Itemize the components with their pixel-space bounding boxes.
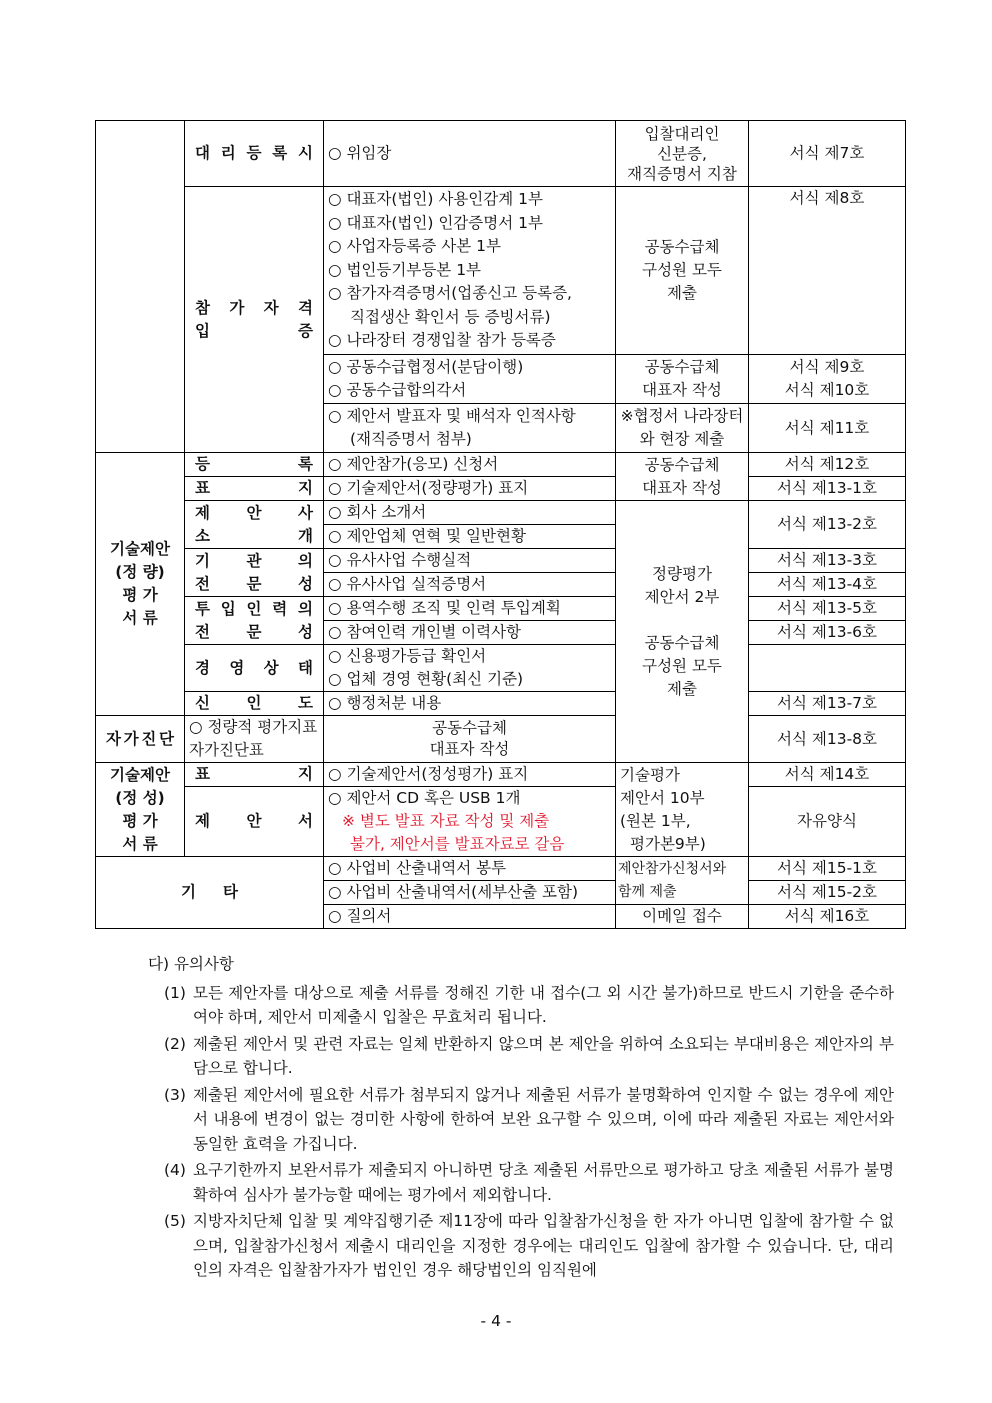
note-cell: 정량평가 제안서 2부 공동수급체 구성원 모두 제출 — [616, 501, 749, 763]
form-cell: 서식 제13-7호 — [749, 692, 906, 716]
spread-label: 등 록 — [195, 455, 313, 473]
form-cell: 서식 제13-5호 — [749, 597, 906, 621]
note-cell: 공동수급체 대표자 작성 — [616, 355, 749, 404]
page-number: - 4 - — [480, 1312, 512, 1330]
note-cell: 입찰대리인 신분증, 재직증명서 지참 — [616, 121, 749, 187]
notes-section — [148, 952, 894, 1285]
item-cell: ○ 사업비 산출내역서 봉투 — [324, 857, 616, 881]
subcat-proposal — [185, 787, 324, 857]
item-cell: ○ 공동수급협정서(분담이행) ○ 공동수급합의각서 — [324, 355, 616, 404]
item-cell: ○ 제안서 CD 혹은 USB 1개 ※ 별도 발표 자료 작성 및 제출 불가, 제안서를 발표자료로 갈음 — [324, 787, 616, 857]
note-item: (1) 모든 제안자를 대상으로 제출 서류를 정해진 기한 내 접수(그 외 시간 불가)하므로 반드시 기한을 준수하여야 하며, 제안서 미제출시 입찰은 무효처리 됩니다. — [164, 983, 894, 1026]
item-cell: ○ 위임장 — [324, 121, 616, 187]
spread-label: 전 문 성 — [195, 574, 313, 593]
category-qualitative: 기술제안 (정 성) 평 가 서 류 — [96, 763, 185, 857]
form-cell: 서식 제12호 — [749, 453, 906, 477]
note-item: (2) 제출된 제안서 및 관련 자료는 일체 반환하지 않으며 본 제안을 위하여 소요되는 부대비용은 제안자의 부담으로 합니다. — [164, 1034, 894, 1077]
form-cell: 서식 제8호 — [749, 187, 906, 355]
notes-heading: 다) 유의사항 — [148, 955, 234, 973]
note-cell: 공동수급체 대표자 작성 — [324, 716, 616, 763]
item-cell: ○ 제안참가(응모) 신청서 — [324, 453, 616, 477]
item-cell: ○ 유사사업 수행실적 — [324, 549, 616, 573]
spread-label: 투 입 인 력 의 — [195, 599, 313, 618]
item-cell: ○ 정량적 평가지표 자가진단표 — [185, 716, 324, 763]
spread-label: 제 안 서 — [195, 812, 313, 830]
item-cell: ○ 회사 소개서 — [324, 501, 616, 525]
form-cell: 서식 제7호 — [749, 121, 906, 187]
note-cell: 공동수급체 구성원 모두 제출 — [616, 187, 749, 355]
spread-label: 기 관 의 — [195, 551, 313, 570]
item-cell: ○ 기술제안서(정량평가) 표지 — [324, 477, 616, 501]
item-cell: ○ 사업비 산출내역서(세부산출 포함) — [324, 881, 616, 905]
subcat-agency-expertise — [185, 549, 324, 597]
item-cell: ○ 행정처분 내용 — [324, 692, 616, 716]
form-cell: 서식 제13-8호 — [749, 716, 906, 763]
empty-category-cell — [96, 121, 185, 453]
note-cell: 공동수급체 대표자 작성 — [616, 453, 749, 501]
note-cell: ※협정서 나라장터 와 현장 제출 — [616, 404, 749, 453]
form-cell — [749, 645, 906, 692]
item-cell: ○ 대표자(법인) 사용인감계 1부 ○ 대표자(법인) 인감증명서 1부 ○ 사업자등록증 사본 1부 ○ 법인등기부등본 1부 ○ 참가자격증명서(업종신고 등록증, 직접생산 확인서 등 증빙서류) ○ 나라장터 경쟁입찰 참가 등록증 — [324, 187, 616, 355]
note-cell: 제안참가신청서와 함께 제출 — [616, 857, 749, 905]
form-cell: 서식 제13-3호 — [749, 549, 906, 573]
note-item: (3) 제출된 제안서에 필요한 서류가 첨부되지 않거나 제출된 서류가 불명확하여 인지할 수 없는 경우에 제안서 내용에 변경이 없는 경미한 사항에 한하여 보완 요구할 수 있으며, 이에 따라 제출된 자료는 제안서와 동일한 효력을 가집니다. — [164, 1085, 894, 1153]
item-cell: ○ 질의서 — [324, 905, 616, 929]
item-cell: ○ 용역수행 조직 및 인력 투입계획 — [324, 597, 616, 621]
red-notice: ※ 별도 발표 자료 작성 및 제출 — [342, 812, 550, 830]
spread-label: 표 지 — [195, 765, 313, 783]
spread-label: 입 증 — [195, 321, 313, 340]
subcat-registration — [185, 453, 324, 477]
submission-documents-table — [95, 120, 906, 929]
subcat-qualification-proof — [185, 187, 324, 453]
spread-label: 제 안 사 — [195, 503, 313, 522]
note-item: (5) 지방자치단체 입찰 및 계약집행기준 제11장에 따라 입찰참가신청을 한 자가 아니면 입찰에 참가할 수 없으며, 입찰참가신청서 제출시 대리인을 지정한 경우에는 대리인도 입찰에 참가할 수 있습니다. 단, 대리인의 자격은 입찰참가자가 법인인 경우 해당법인의 임직원에 — [164, 1212, 894, 1279]
item-cell: ○ 제안서 발표자 및 배석자 인적사항 (재직증명서 첨부) — [324, 404, 616, 453]
category-other: 기 타 — [96, 857, 324, 929]
spread-label: 자 가 진 단 — [106, 729, 174, 748]
spread-label: 신 인 도 — [195, 694, 313, 712]
form-cell: 서식 제11호 — [749, 404, 906, 453]
spread-label: 경 영 상 태 — [195, 658, 313, 677]
form-cell: 서식 제16호 — [749, 905, 906, 929]
form-cell: 자유양식 — [749, 787, 906, 857]
spread-label: 소 개 — [195, 526, 313, 545]
note-cell: 이메일 접수 — [616, 905, 749, 929]
subcat-credibility — [185, 692, 324, 716]
item-cell: ○ 유사사업 실적증명서 — [324, 573, 616, 597]
spread-label: 대 리 등 록 시 — [195, 144, 313, 162]
item-cell: ○ 제안업체 연혁 및 일반현황 — [324, 525, 616, 549]
spread-label: 표 지 — [195, 479, 313, 497]
note-cell: 기술평가 제안서 10부 (원본 1부, 평가본9부) — [616, 763, 749, 857]
subcat-cover — [185, 763, 324, 787]
form-cell: 서식 제13-1호 — [749, 477, 906, 501]
note-item: (4) 요구기한까지 보완서류가 제출되지 아니하면 당초 제출된 서류만으로 평가하고 당초 제출된 서류가 불명확하여 심사가 불가능할 때에는 평가에서 제외합니다. — [164, 1161, 894, 1204]
form-cell: 서식 제15-1호 — [749, 857, 906, 881]
form-cell: 서식 제9호 서식 제10호 — [749, 355, 906, 404]
item-cell: ○ 기술제안서(정성평가) 표지 — [324, 763, 616, 787]
form-cell: 서식 제13-2호 — [749, 501, 906, 549]
subcat-personnel-expertise — [185, 597, 324, 645]
form-cell: 서식 제14호 — [749, 763, 906, 787]
spread-label: 전 문 성 — [195, 622, 313, 641]
subcat-self-diagnosis — [96, 716, 185, 763]
subcat-proposer-intro — [185, 501, 324, 549]
spread-label: 참 가 자 격 — [195, 298, 313, 317]
form-cell: 서식 제13-4호 — [749, 573, 906, 597]
subcat-management-status — [185, 645, 324, 692]
item-cell: ○ 참여인력 개인별 이력사항 — [324, 621, 616, 645]
form-cell: 서식 제13-6호 — [749, 621, 906, 645]
item-cell: ○ 신용평가등급 확인서 ○ 업체 경영 현황(최신 기준) — [324, 645, 616, 692]
subcat-cover — [185, 477, 324, 501]
form-cell: 서식 제15-2호 — [749, 881, 906, 905]
red-notice: 불가, 제안서를 발표자료로 갈음 — [350, 835, 565, 853]
subcat-agent-registration — [185, 121, 324, 187]
category-quantitative: 기술제안 (정 량) 평 가 서 류 — [96, 453, 185, 716]
